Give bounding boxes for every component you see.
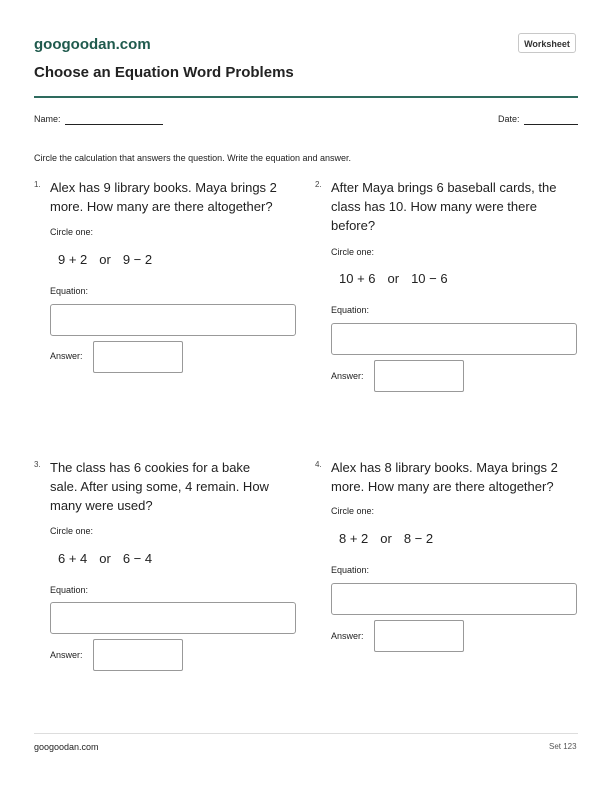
header-divider [34,96,578,98]
answer-label: Answer: [331,631,364,641]
equation-field[interactable] [331,323,577,355]
answer-field[interactable] [93,639,183,671]
answer-field[interactable] [93,341,183,373]
answer-label: Answer: [50,351,83,361]
equation-field[interactable] [50,304,296,336]
problem-number: 4. [315,460,322,469]
choice-option-a[interactable]: 9 + 2 [58,252,88,267]
circle-one-label: Circle one: [331,506,375,516]
answer-field[interactable] [374,360,464,392]
date-field[interactable] [524,124,578,125]
choice-option-a[interactable]: 8 + 2 [339,531,369,546]
problem-text: Alex has 8 library books. Maya brings 2 more. How many are there altogether? [331,460,558,494]
name-field[interactable] [65,124,163,125]
choice-option-b[interactable]: 9 − 2 [122,252,153,267]
problem-number: 3. [34,460,41,469]
choice-group [58,551,152,566]
footer-set-number: Set 123 [549,742,577,751]
choice-option-b[interactable]: 10 − 6 [411,271,448,286]
or-label: or [99,252,111,267]
instructions: Circle the calculation that answers the question. Write the equation and answer. [34,153,352,163]
circle-one-label: Circle one: [50,227,94,237]
equation-label: Equation: [50,585,89,595]
choice-group [339,531,433,546]
problem-text: After Maya brings 6 baseball cards, the class has 10. How many were there before? [331,180,557,233]
site-brand: googoodan.com [34,36,151,53]
problem-text: The class has 6 cookies for a bake sale. After using some, 4 remain. How many were used? [50,460,269,513]
or-label: or [380,531,392,546]
choice-option-a[interactable]: 6 + 4 [58,551,88,566]
answer-label: Answer: [331,371,364,381]
worksheet-badge: Worksheet [518,33,576,53]
equation-label: Equation: [331,305,370,315]
or-label: or [387,271,400,286]
problem-number: 2. [315,180,322,189]
answer-label: Answer: [50,650,83,660]
equation-field[interactable] [50,602,296,634]
or-label: or [99,551,111,566]
choice-option-b[interactable]: 8 − 2 [403,531,434,546]
choice-option-b[interactable]: 6 − 4 [122,551,153,566]
choice-group [58,252,152,267]
equation-label: Equation: [331,565,370,575]
name-label: Name: [34,114,61,124]
choice-option-a[interactable]: 10 + 6 [339,271,376,286]
circle-one-label: Circle one: [331,247,375,257]
equation-label: Equation: [50,286,89,296]
problem-text: Alex has 9 library books. Maya brings 2 more. How many are there altogether? [50,180,277,214]
footer-divider [34,733,578,734]
problem-number: 1. [34,180,41,189]
date-label: Date: [498,114,520,124]
choice-group [339,271,448,286]
answer-field[interactable] [374,620,464,652]
circle-one-label: Circle one: [50,526,94,536]
footer-site: googoodan.com [34,742,99,752]
page-title: Choose an Equation Word Problems [34,64,294,81]
equation-field[interactable] [331,583,577,615]
